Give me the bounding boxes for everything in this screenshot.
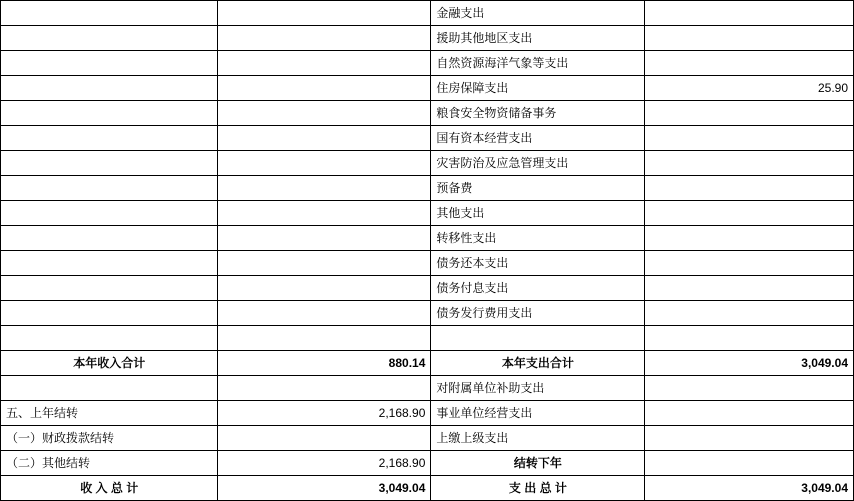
cell-income-amount: 880.14 [218,351,431,376]
cell-income-amount [218,376,431,401]
cell-expense-amount [645,401,854,426]
cell-expense-item: 预备费 [431,176,645,201]
cell-income-amount [218,126,431,151]
table-row-grandtotal [1,476,854,501]
cell-income-item [1,51,218,76]
cell-expense-amount [645,276,854,301]
cell-income-amount [218,101,431,126]
table-row [1,76,854,101]
cell-expense-amount [645,376,854,401]
cell-expense-amount [645,176,854,201]
cell-expense-amount: 3,049.04 [645,351,854,376]
cell-income-amount [218,251,431,276]
table-row [1,126,854,151]
cell-expense-item: 转移性支出 [431,226,645,251]
cell-expense-amount [645,326,854,351]
table-row [1,176,854,201]
cell-expense-item: 自然资源海洋气象等支出 [431,51,645,76]
cell-income-amount [218,226,431,251]
table-row [1,251,854,276]
table-body [1,1,854,501]
table-row [1,1,854,26]
table-row-subtotal [1,351,854,376]
table-row [1,151,854,176]
table-row [1,401,854,426]
cell-expense-amount [645,151,854,176]
cell-income-item: 五、上年结转 [1,401,218,426]
cell-income-item [1,276,218,301]
cell-income-amount [218,426,431,451]
cell-expense-item: 粮食安全物资储备事务 [431,101,645,126]
cell-income-amount: 3,049.04 [218,476,431,501]
cell-expense-amount [645,451,854,476]
cell-expense-item: 上缴上级支出 [431,426,645,451]
cell-income-amount [218,326,431,351]
cell-income-item: （二）其他结转 [1,451,218,476]
table-row [1,226,854,251]
cell-income-amount [218,51,431,76]
cell-income-item [1,251,218,276]
cell-income-item [1,326,218,351]
cell-income-amount [218,1,431,26]
cell-expense-item: 本年支出合计 [431,351,645,376]
cell-expense-amount [645,1,854,26]
cell-income-item [1,226,218,251]
cell-expense-amount [645,126,854,151]
cell-income-item [1,101,218,126]
cell-income-amount [218,76,431,101]
cell-income-item [1,301,218,326]
cell-expense-item: 对附属单位补助支出 [431,376,645,401]
cell-expense-amount: 3,049.04 [645,476,854,501]
cell-income-item [1,176,218,201]
cell-income-item [1,26,218,51]
cell-income-amount [218,176,431,201]
cell-expense-amount [645,201,854,226]
cell-expense-amount [645,101,854,126]
cell-income-item [1,376,218,401]
cell-expense-item: 结转下年 [431,451,645,476]
cell-income-item [1,126,218,151]
table-row [1,376,854,401]
cell-income-amount [218,201,431,226]
cell-expense-item: 其他支出 [431,201,645,226]
cell-expense-item: 住房保障支出 [431,76,645,101]
cell-income-amount [218,151,431,176]
cell-income-item: 本年收入合计 [1,351,218,376]
cell-income-item: （一）财政拨款结转 [1,426,218,451]
table-row [1,201,854,226]
cell-expense-amount [645,26,854,51]
cell-income-amount: 2,168.90 [218,401,431,426]
cell-expense-amount: 25.90 [645,76,854,101]
cell-income-item [1,151,218,176]
cell-expense-item: 事业单位经营支出 [431,401,645,426]
table-row-spacer [1,326,854,351]
cell-income-item [1,76,218,101]
cell-expense-item: 债务还本支出 [431,251,645,276]
cell-expense-amount [645,51,854,76]
cell-expense-item: 债务发行费用支出 [431,301,645,326]
cell-expense-item: 灾害防治及应急管理支出 [431,151,645,176]
cell-income-item: 收 入 总 计 [1,476,218,501]
cell-expense-amount [645,226,854,251]
table-row [1,276,854,301]
table-row [1,51,854,76]
cell-income-amount [218,301,431,326]
cell-expense-item [431,326,645,351]
cell-expense-amount [645,251,854,276]
cell-expense-amount [645,301,854,326]
cell-income-item [1,201,218,226]
table-row [1,301,854,326]
cell-income-amount [218,26,431,51]
cell-income-amount [218,276,431,301]
cell-expense-item: 国有资本经营支出 [431,126,645,151]
cell-income-item [1,1,218,26]
table-row [1,451,854,476]
cell-expense-item: 援助其他地区支出 [431,26,645,51]
table-row [1,101,854,126]
cell-income-amount: 2,168.90 [218,451,431,476]
cell-expense-item: 支 出 总 计 [431,476,645,501]
table-row [1,26,854,51]
cell-expense-item: 债务付息支出 [431,276,645,301]
cell-expense-amount [645,426,854,451]
table-row [1,426,854,451]
cell-expense-item: 金融支出 [431,1,645,26]
